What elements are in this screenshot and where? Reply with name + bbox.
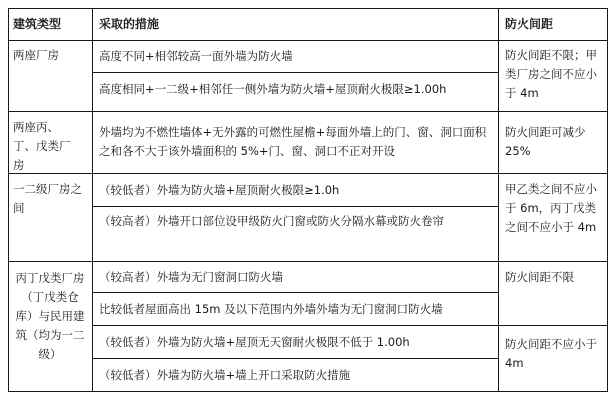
measure-cell: （较低者）外墙为防火墙+墙上开口采取防火措施 [99, 368, 351, 382]
row-divider [92, 358, 498, 359]
row-divider [92, 292, 498, 293]
row-divider [9, 111, 607, 112]
row-divider [9, 173, 607, 174]
row-divider [9, 261, 607, 262]
header-building-type: 建筑类型 [13, 17, 62, 31]
header-measures: 采取的措施 [99, 17, 160, 31]
measure-cell: （较低者）外墙为防火墙+屋顶无天窗耐火极限不低于 1.00h [99, 335, 410, 349]
measure-cell: 高度相同+一二级+相邻任一侧外墙为防火墙+屋顶耐火极限≥1.00h [99, 82, 447, 96]
measure-cell: （较高者）外墙开口部位设甲级防火门窗或防火分隔水幕或防火卷帘 [99, 214, 444, 228]
measure-cell: （较高者）外墙为无门窗洞口防火墙 [99, 270, 283, 284]
row-divider [9, 40, 607, 41]
fire-distance-cell: 防火间距不应小于 4m [505, 337, 597, 370]
fire-distance-cell: 防火间距可减少 25% [505, 125, 586, 158]
fire-distance-cell: 防火间距不限；甲类厂房之间不应小于 4m [505, 48, 597, 100]
building-type-cell: 两座厂房 [13, 48, 59, 62]
building-type-cell: 丙丁戊类厂房（丁戊类仓库）与民用建筑（均为一二级） [15, 271, 85, 361]
row-divider [92, 325, 607, 326]
building-type-cell: 两座丙、丁、戊类厂房 [13, 120, 71, 172]
header-fire-distance: 防火间距 [505, 17, 554, 31]
column-divider [92, 9, 93, 391]
measure-cell: 比较低者屋面高出 15m 及以下范围内外墙外墙为无门窗洞口防火墙 [99, 302, 443, 316]
measure-cell: 高度不同+相邻较高一面外墙为防火墙 [99, 49, 293, 63]
fire-distance-cell: 甲乙类之间不应小于 6m，丙丁戊类之间不应小于 4m [505, 182, 597, 234]
row-divider [92, 206, 498, 207]
row-divider [92, 72, 498, 73]
measure-cell: （较低者）外墙为防火墙+屋顶耐火极限≥1.0h [99, 183, 340, 197]
fire-distance-cell: 防火间距不限 [505, 270, 574, 284]
column-divider [498, 9, 499, 391]
fire-spacing-table [8, 8, 608, 392]
building-type-cell: 一二级厂房之间 [13, 182, 82, 215]
measure-cell: 外墙均为不燃性墙体+无外露的可燃性屋檐+每面外墙上的门、窗、洞口面积之和各不大于该外墙面积的 5%+门、窗、洞口不正对开设 [99, 125, 487, 158]
